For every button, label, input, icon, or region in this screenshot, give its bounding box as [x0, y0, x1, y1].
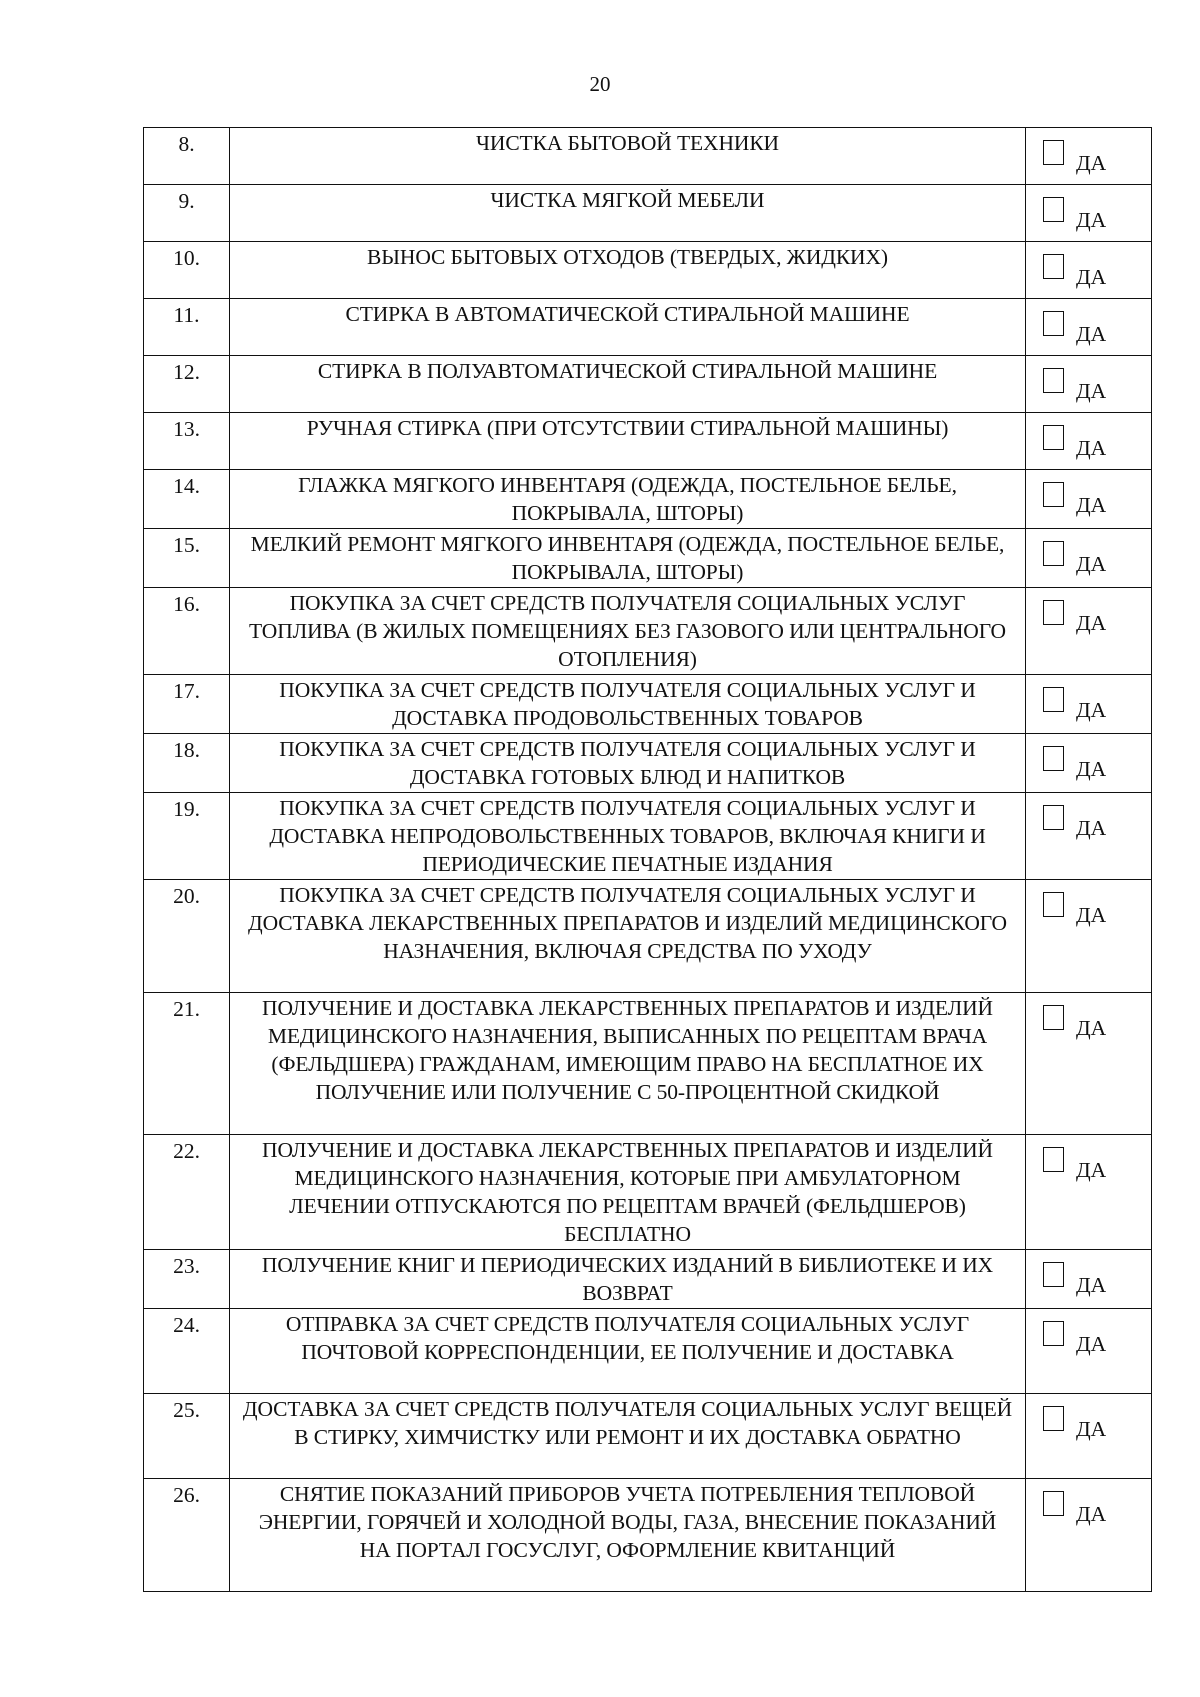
row-number: 17. [144, 675, 230, 734]
yes-label: ДА [1076, 757, 1107, 781]
table-row [144, 793, 1152, 880]
service-name: СНЯТИЕ ПОКАЗАНИЙ ПРИБОРОВ УЧЕТА ПОТРЕБЛЕНИЯ ТЕПЛОВОЙ ЭНЕРГИИ, ГОРЯЧЕЙ И ХОЛОДНОЙ ВОДЫ, ГАЗА, ВНЕСЕНИЕ ПОКАЗАНИЙ НА ПОРТАЛ ГОСУСЛУГ, ОФОРМЛЕНИЕ КВИТАНЦИЙ [230, 1479, 1026, 1592]
page-number: 20 [589, 72, 611, 96]
yes-option[interactable] [1043, 311, 1107, 346]
yes-option[interactable] [1043, 425, 1107, 460]
yes-label: ДА [1076, 151, 1107, 175]
row-number: 15. [144, 529, 230, 588]
services-table-body [144, 128, 1152, 1592]
yes-checkbox-cell [1026, 734, 1152, 793]
yes-option[interactable] [1043, 805, 1107, 840]
yes-option[interactable] [1043, 254, 1107, 289]
yes-option[interactable] [1043, 1005, 1107, 1040]
table-row [144, 880, 1152, 993]
table-row [144, 734, 1152, 793]
service-name: СТИРКА В ПОЛУАВТОМАТИЧЕСКОЙ СТИРАЛЬНОЙ МАШИНЕ [230, 356, 1026, 413]
yes-checkbox-cell [1026, 1135, 1152, 1250]
yes-label: ДА [1076, 1417, 1107, 1441]
row-number: 14. [144, 470, 230, 529]
yes-checkbox-cell [1026, 588, 1152, 675]
service-name: МЕЛКИЙ РЕМОНТ МЯГКОГО ИНВЕНТАРЯ (ОДЕЖДА, ПОСТЕЛЬНОЕ БЕЛЬЕ, ПОКРЫВАЛА, ШТОРЫ) [230, 529, 1026, 588]
row-number: 26. [144, 1479, 230, 1592]
table-row [144, 1135, 1152, 1250]
yes-option[interactable] [1043, 197, 1107, 232]
yes-option[interactable] [1043, 1262, 1107, 1297]
yes-option[interactable] [1043, 1147, 1107, 1182]
yes-checkbox-cell [1026, 128, 1152, 185]
yes-checkbox-cell [1026, 1394, 1152, 1479]
yes-checkbox[interactable] [1043, 1491, 1064, 1516]
yes-checkbox-cell [1026, 413, 1152, 470]
yes-label: ДА [1076, 493, 1107, 517]
yes-checkbox[interactable] [1043, 541, 1064, 566]
yes-checkbox[interactable] [1043, 892, 1064, 917]
yes-label: ДА [1076, 1016, 1107, 1040]
yes-label: ДА [1076, 552, 1107, 576]
yes-checkbox[interactable] [1043, 600, 1064, 625]
yes-checkbox-cell [1026, 880, 1152, 993]
yes-label: ДА [1076, 903, 1107, 927]
row-number: 22. [144, 1135, 230, 1250]
yes-checkbox[interactable] [1043, 746, 1064, 771]
yes-label: ДА [1076, 816, 1107, 840]
service-name: ОТПРАВКА ЗА СЧЕТ СРЕДСТВ ПОЛУЧАТЕЛЯ СОЦИАЛЬНЫХ УСЛУГ ПОЧТОВОЙ КОРРЕСПОНДЕНЦИИ, ЕЕ ПОЛУЧЕНИЕ И ДОСТАВКА [230, 1309, 1026, 1394]
table-row [144, 242, 1152, 299]
service-name: ПОЛУЧЕНИЕ КНИГ И ПЕРИОДИЧЕСКИХ ИЗДАНИЙ В БИБЛИОТЕКЕ И ИХ ВОЗВРАТ [230, 1250, 1026, 1309]
yes-checkbox[interactable] [1043, 1005, 1064, 1030]
yes-checkbox[interactable] [1043, 197, 1064, 222]
yes-option[interactable] [1043, 482, 1107, 517]
yes-checkbox-cell [1026, 356, 1152, 413]
row-number: 18. [144, 734, 230, 793]
yes-checkbox-cell [1026, 242, 1152, 299]
yes-label: ДА [1076, 1273, 1107, 1297]
yes-checkbox[interactable] [1043, 368, 1064, 393]
table-row [144, 356, 1152, 413]
yes-label: ДА [1076, 208, 1107, 232]
yes-label: ДА [1076, 698, 1107, 722]
table-row [144, 470, 1152, 529]
service-name: ПОКУПКА ЗА СЧЕТ СРЕДСТВ ПОЛУЧАТЕЛЯ СОЦИАЛЬНЫХ УСЛУГ ТОПЛИВА (В ЖИЛЫХ ПОМЕЩЕНИЯХ БЕЗ ГАЗОВОГО ИЛИ ЦЕНТРАЛЬНОГО ОТОПЛЕНИЯ) [230, 588, 1026, 675]
yes-option[interactable] [1043, 368, 1107, 403]
yes-option[interactable] [1043, 1406, 1107, 1441]
row-number: 24. [144, 1309, 230, 1394]
yes-checkbox-cell [1026, 1309, 1152, 1394]
yes-checkbox[interactable] [1043, 1321, 1064, 1346]
row-number: 23. [144, 1250, 230, 1309]
yes-checkbox[interactable] [1043, 482, 1064, 507]
yes-option[interactable] [1043, 746, 1107, 781]
service-name: ВЫНОС БЫТОВЫХ ОТХОДОВ (ТВЕРДЫХ, ЖИДКИХ) [230, 242, 1026, 299]
service-name: ПОЛУЧЕНИЕ И ДОСТАВКА ЛЕКАРСТВЕННЫХ ПРЕПАРАТОВ И ИЗДЕЛИЙ МЕДИЦИНСКОГО НАЗНАЧЕНИЯ, ВЫПИСАННЫХ ПО РЕЦЕПТАМ ВРАЧА (ФЕЛЬДШЕРА) ГРАЖДАНАМ, ИМЕЮЩИМ ПРАВО НА БЕСПЛАТНОЕ ИХ ПОЛУЧЕНИЕ ИЛИ ПОЛУЧЕНИЕ С 50-ПРОЦЕНТНОЙ СКИДКОЙ [230, 993, 1026, 1135]
yes-label: ДА [1076, 611, 1107, 635]
yes-checkbox[interactable] [1043, 1147, 1064, 1172]
yes-option[interactable] [1043, 1321, 1107, 1356]
service-name: ПОКУПКА ЗА СЧЕТ СРЕДСТВ ПОЛУЧАТЕЛЯ СОЦИАЛЬНЫХ УСЛУГ И ДОСТАВКА ПРОДОВОЛЬСТВЕННЫХ ТОВАРОВ [230, 675, 1026, 734]
yes-checkbox-cell [1026, 675, 1152, 734]
service-name: СТИРКА В АВТОМАТИЧЕСКОЙ СТИРАЛЬНОЙ МАШИНЕ [230, 299, 1026, 356]
service-name: ЧИСТКА БЫТОВОЙ ТЕХНИКИ [230, 128, 1026, 185]
yes-option[interactable] [1043, 140, 1107, 175]
yes-checkbox[interactable] [1043, 687, 1064, 712]
row-number: 25. [144, 1394, 230, 1479]
yes-label: ДА [1076, 1158, 1107, 1182]
row-number: 21. [144, 993, 230, 1135]
yes-label: ДА [1076, 1332, 1107, 1356]
service-name: ЧИСТКА МЯГКОЙ МЕБЕЛИ [230, 185, 1026, 242]
table-row [144, 299, 1152, 356]
yes-checkbox-cell [1026, 185, 1152, 242]
yes-label: ДА [1076, 1502, 1107, 1526]
yes-checkbox[interactable] [1043, 425, 1064, 450]
yes-option[interactable] [1043, 1491, 1107, 1526]
yes-checkbox-cell [1026, 299, 1152, 356]
row-number: 16. [144, 588, 230, 675]
table-row [144, 1250, 1152, 1309]
row-number: 9. [144, 185, 230, 242]
table-row [144, 185, 1152, 242]
service-name: ПОКУПКА ЗА СЧЕТ СРЕДСТВ ПОЛУЧАТЕЛЯ СОЦИАЛЬНЫХ УСЛУГ И ДОСТАВКА ЛЕКАРСТВЕННЫХ ПРЕПАРАТОВ И ИЗДЕЛИЙ МЕДИЦИНСКОГО НАЗНАЧЕНИЯ, ВКЛЮЧАЯ СРЕДСТВА ПО УХОДУ [230, 880, 1026, 993]
yes-option[interactable] [1043, 687, 1107, 722]
yes-option[interactable] [1043, 600, 1107, 635]
row-number: 11. [144, 299, 230, 356]
yes-label: ДА [1076, 436, 1107, 460]
yes-checkbox-cell [1026, 793, 1152, 880]
table-row [144, 128, 1152, 185]
table-row [144, 1479, 1152, 1592]
row-number: 13. [144, 413, 230, 470]
services-table [143, 127, 1152, 1592]
table-row [144, 675, 1152, 734]
yes-option[interactable] [1043, 541, 1107, 576]
yes-label: ДА [1076, 265, 1107, 289]
yes-option[interactable] [1043, 892, 1107, 927]
yes-checkbox[interactable] [1043, 311, 1064, 336]
yes-checkbox[interactable] [1043, 805, 1064, 830]
yes-checkbox-cell [1026, 470, 1152, 529]
table-row [144, 588, 1152, 675]
row-number: 20. [144, 880, 230, 993]
yes-checkbox-cell [1026, 529, 1152, 588]
yes-checkbox[interactable] [1043, 140, 1064, 165]
table-row [144, 1309, 1152, 1394]
yes-label: ДА [1076, 322, 1107, 346]
service-name: ПОКУПКА ЗА СЧЕТ СРЕДСТВ ПОЛУЧАТЕЛЯ СОЦИАЛЬНЫХ УСЛУГ И ДОСТАВКА НЕПРОДОВОЛЬСТВЕННЫХ ТОВАРОВ, ВКЛЮЧАЯ КНИГИ И ПЕРИОДИЧЕСКИЕ ПЕЧАТНЫЕ ИЗДАНИЯ [230, 793, 1026, 880]
row-number: 10. [144, 242, 230, 299]
row-number: 12. [144, 356, 230, 413]
row-number: 8. [144, 128, 230, 185]
yes-checkbox-cell [1026, 1250, 1152, 1309]
yes-checkbox[interactable] [1043, 254, 1064, 279]
table-row [144, 413, 1152, 470]
row-number: 19. [144, 793, 230, 880]
yes-label: ДА [1076, 379, 1107, 403]
service-name: ДОСТАВКА ЗА СЧЕТ СРЕДСТВ ПОЛУЧАТЕЛЯ СОЦИАЛЬНЫХ УСЛУГ ВЕЩЕЙ В СТИРКУ, ХИМЧИСТКУ ИЛИ РЕМОНТ И ИХ ДОСТАВКА ОБРАТНО [230, 1394, 1026, 1479]
yes-checkbox-cell [1026, 993, 1152, 1135]
yes-checkbox-cell [1026, 1479, 1152, 1592]
yes-checkbox[interactable] [1043, 1406, 1064, 1431]
service-name: ПОКУПКА ЗА СЧЕТ СРЕДСТВ ПОЛУЧАТЕЛЯ СОЦИАЛЬНЫХ УСЛУГ И ДОСТАВКА ГОТОВЫХ БЛЮД И НАПИТКОВ [230, 734, 1026, 793]
table-row [144, 993, 1152, 1135]
yes-checkbox[interactable] [1043, 1262, 1064, 1287]
service-name: РУЧНАЯ СТИРКА (ПРИ ОТСУТСТВИИ СТИРАЛЬНОЙ МАШИНЫ) [230, 413, 1026, 470]
service-name: ГЛАЖКА МЯГКОГО ИНВЕНТАРЯ (ОДЕЖДА, ПОСТЕЛЬНОЕ БЕЛЬЕ, ПОКРЫВАЛА, ШТОРЫ) [230, 470, 1026, 529]
service-name: ПОЛУЧЕНИЕ И ДОСТАВКА ЛЕКАРСТВЕННЫХ ПРЕПАРАТОВ И ИЗДЕЛИЙ МЕДИЦИНСКОГО НАЗНАЧЕНИЯ, КОТОРЫЕ ПРИ АМБУЛАТОРНОМ ЛЕЧЕНИИ ОТПУСКАЮТСЯ ПО РЕЦЕПТАМ ВРАЧЕЙ (ФЕЛЬДШЕРОВ) БЕСПЛАТНО [230, 1135, 1026, 1250]
table-row [144, 529, 1152, 588]
table-row [144, 1394, 1152, 1479]
